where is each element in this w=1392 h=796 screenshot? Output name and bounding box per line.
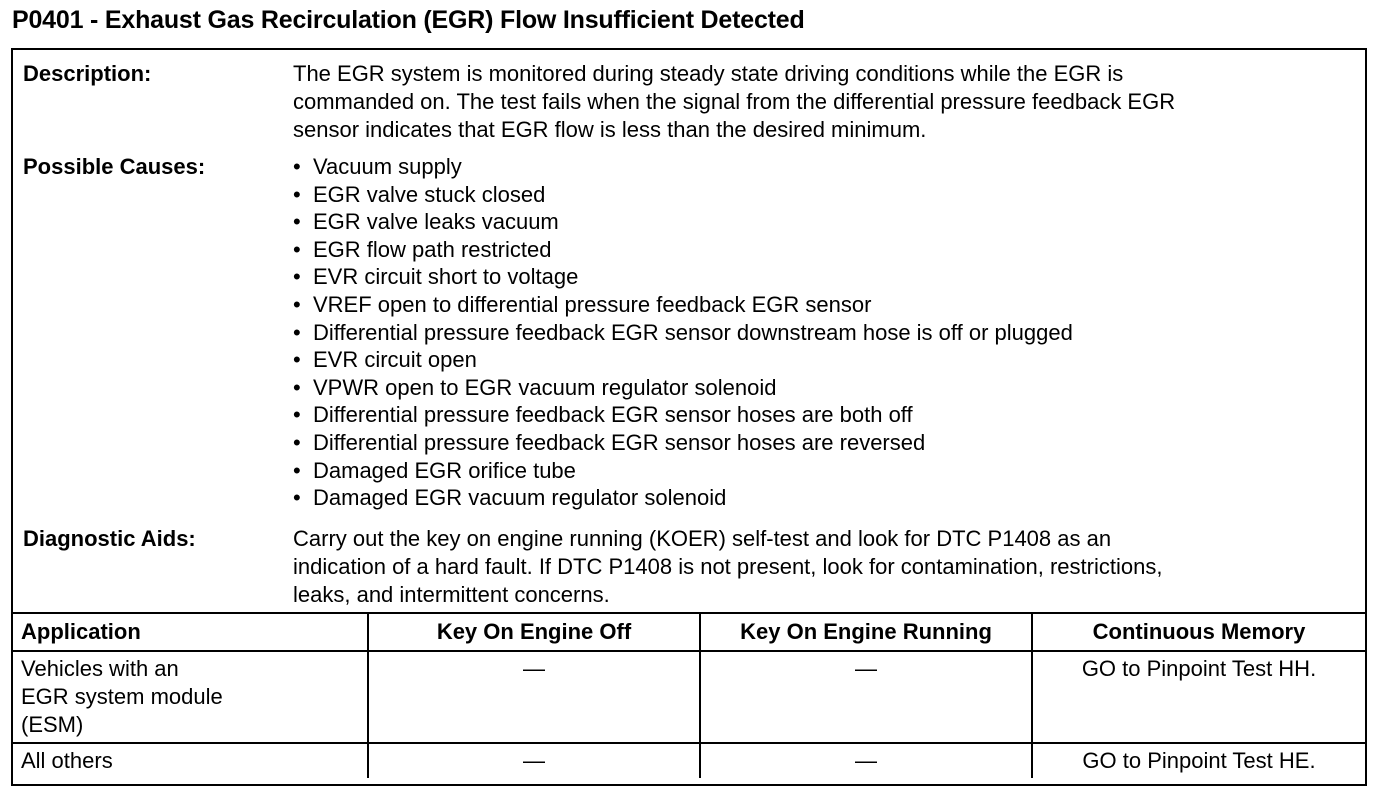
application-table xyxy=(13,612,1365,778)
continuous-memory-cell: GO to Pinpoint Test HH. xyxy=(1032,651,1365,743)
header-key-on-engine-off: Key On Engine Off xyxy=(368,613,700,651)
possible-causes-list xyxy=(293,153,1073,512)
application-line: EGR system module xyxy=(21,684,223,709)
cause-item: • VPWR open to EGR vacuum regulator solenoid xyxy=(293,374,1073,402)
continuous-memory-cell: GO to Pinpoint Test HE. xyxy=(1032,743,1365,778)
description-label: Description: xyxy=(23,61,152,86)
possible-causes-label: Possible Causes: xyxy=(23,154,206,179)
cause-item: • Vacuum supply xyxy=(293,153,1073,181)
cause-item: • Damaged EGR vacuum regulator solenoid xyxy=(293,484,1073,512)
diagnostic-aids-line: Carry out the key on engine running (KOER) self-test and look for DTC P1408 as an xyxy=(293,526,1112,551)
koeo-cell: — xyxy=(368,651,700,743)
cause-item: • Damaged EGR orifice tube xyxy=(293,457,1073,485)
cause-item: • EGR valve stuck closed xyxy=(293,181,1073,209)
application-line: Vehicles with an xyxy=(21,656,179,681)
document-title: P0401 - Exhaust Gas Recirculation (EGR) Flow Insufficient Detected xyxy=(12,6,805,34)
cause-item: • Differential pressure feedback EGR sensor hoses are both off xyxy=(293,401,1073,429)
description-line: commanded on. The test fails when the signal from the differential pressure feedback EGR xyxy=(293,89,1176,114)
diagnostic-aids-label: Diagnostic Aids: xyxy=(23,526,196,551)
cause-item: • Differential pressure feedback EGR sensor hoses are reversed xyxy=(293,429,1073,457)
diagnostic-aids-line: leaks, and intermittent concerns. xyxy=(293,582,610,607)
description-line: The EGR system is monitored during steady state driving conditions while the EGR is xyxy=(293,61,1124,86)
cause-item: • EGR valve leaks vacuum xyxy=(293,208,1073,236)
diagnostic-aids-text xyxy=(293,525,1358,609)
koeo-cell: — xyxy=(368,743,700,778)
cause-item: • VREF open to differential pressure feedback EGR sensor xyxy=(293,291,1073,319)
application-cell xyxy=(13,651,368,743)
table-row xyxy=(13,743,1365,778)
cause-item: • Differential pressure feedback EGR sensor downstream hose is off or plugged xyxy=(293,319,1073,347)
koer-cell: — xyxy=(700,651,1032,743)
diagnostic-aids-line: indication of a hard fault. If DTC P1408 is not present, look for contamination, restrictions, xyxy=(293,554,1163,579)
cause-item: • EGR flow path restricted xyxy=(293,236,1073,264)
table-row xyxy=(13,651,1365,743)
description-line: sensor indicates that EGR flow is less than the desired minimum. xyxy=(293,117,927,142)
header-application: Application xyxy=(13,613,368,651)
cause-item: • EVR circuit short to voltage xyxy=(293,263,1073,291)
description-text xyxy=(293,60,1358,144)
info-section xyxy=(13,50,1365,612)
application-line: All others xyxy=(21,748,113,773)
application-line: (ESM) xyxy=(21,712,84,737)
header-continuous-memory: Continuous Memory xyxy=(1032,613,1365,651)
cause-item: • EVR circuit open xyxy=(293,346,1073,374)
dtc-info-frame xyxy=(11,48,1367,786)
table-header-row xyxy=(13,613,1365,651)
application-cell xyxy=(13,743,368,778)
koer-cell: — xyxy=(700,743,1032,778)
header-key-on-engine-running: Key On Engine Running xyxy=(700,613,1032,651)
